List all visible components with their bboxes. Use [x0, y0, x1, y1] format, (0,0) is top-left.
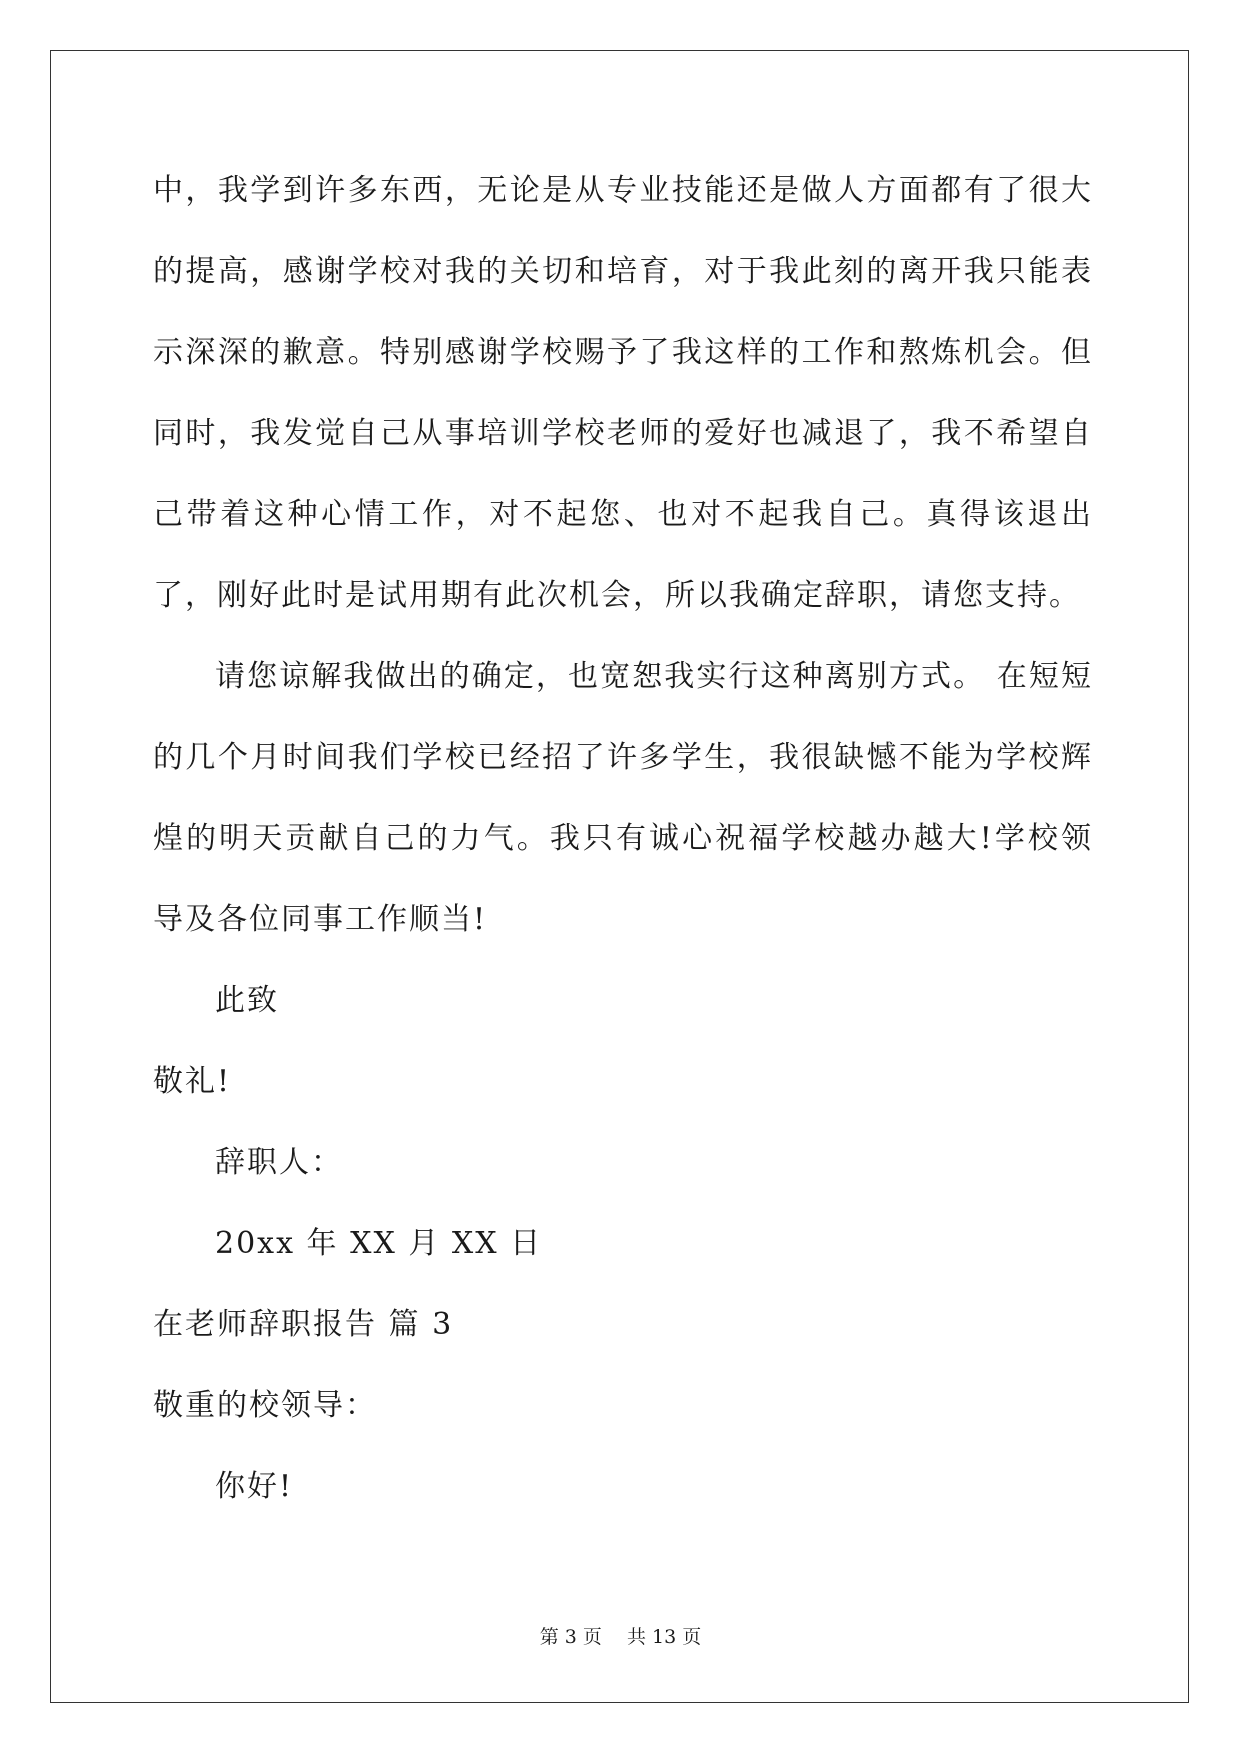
section-heading: 在老师辞职报告 篇 3: [153, 1307, 454, 1342]
letter-addressee: 敬重的校领导：: [153, 1388, 377, 1423]
letter-greeting: 你好!: [215, 1469, 294, 1504]
signature-label: 辞职人：: [215, 1145, 343, 1180]
page-number: 第 3 页 共 13 页: [539, 1626, 702, 1648]
signature-date: 20xx 年 XX 月 XX 日: [215, 1226, 543, 1261]
body-paragraph-1: 中，我学到许多东西，无论是从专业技能还是做人方面都有了很大的提高，感谢学校对我的关切和培育，对于我此刻的离开我只能表示深深的歉意。特别感谢学校赐予了我这样的工作和熬炼机会。但同时，我发觉自己从事培训学校老师的爱好也减退了，我不希望自己带着这种心情工作，对不起您、也对不起我自己。真得该退出了，刚好此时是试用期有此次机会，所以我确定辞职，请您支持。: [153, 173, 1093, 613]
closing-regards: 敬礼!: [153, 1064, 232, 1099]
document-body: [153, 150, 1093, 1527]
closing-salutation: 此致: [215, 983, 279, 1018]
body-paragraph-2: 请您谅解我做出的确定，也宽恕我实行这种离别方式。 在短短的几个月时间我们学校已经招了许多学生，我很缺憾不能为学校辉煌的明天贡献自己的力气。我只有诚心祝福学校越办越大!学校领导及各位同事工作顺当!: [153, 659, 1093, 937]
